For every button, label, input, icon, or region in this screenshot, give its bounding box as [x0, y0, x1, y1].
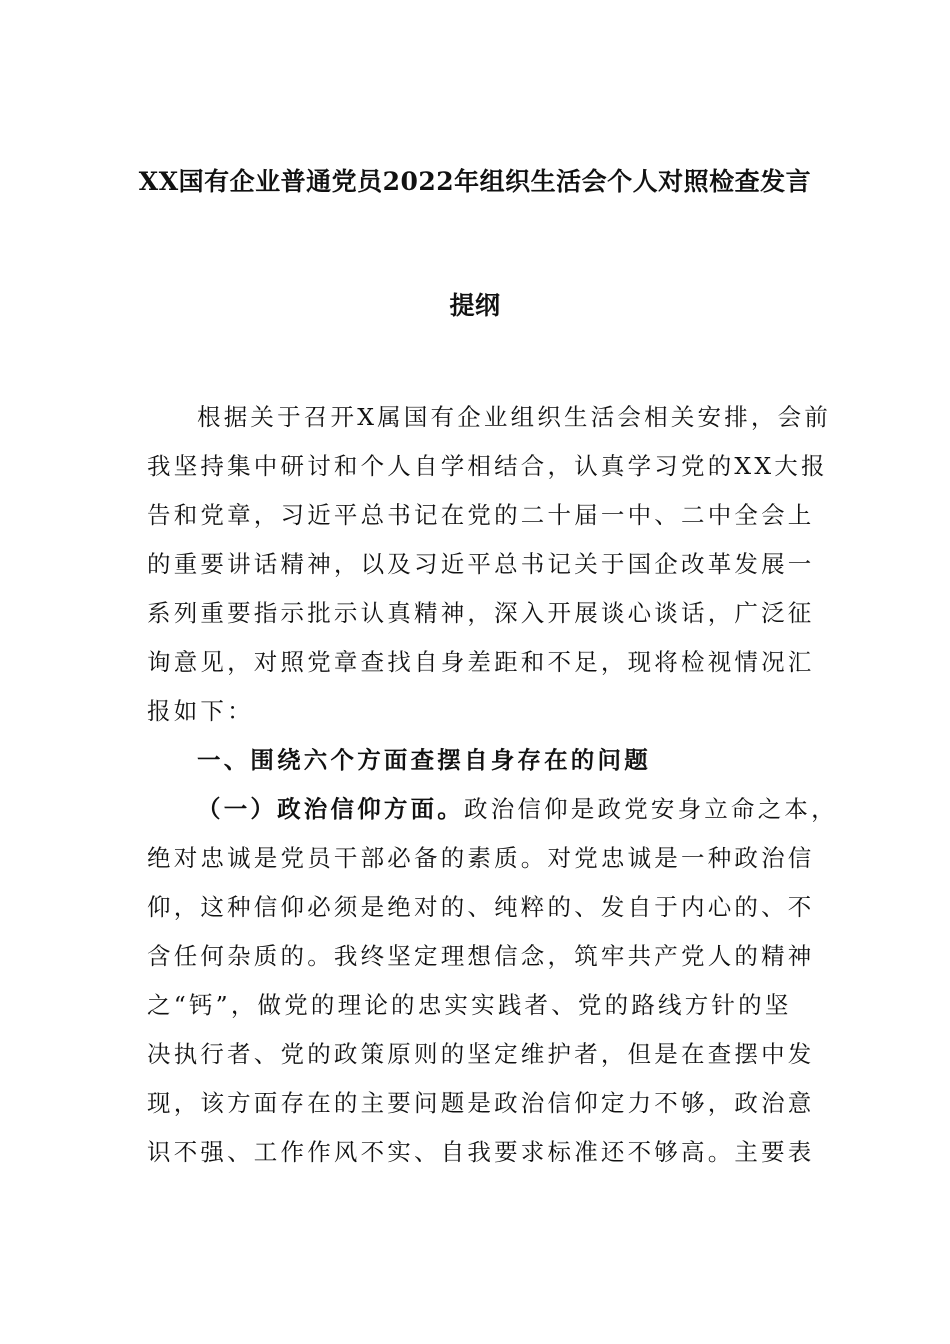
document-title-line-2: 提纲 [449, 291, 501, 320]
subsection-line: 决执行者、党的政策原则的坚定维护者，但是在查摆中发 [147, 1040, 815, 1068]
intro-line: 我坚持集中研讨和个人自学相结合，认真学习党的XX大报 [147, 452, 828, 480]
subsection-line: 绝对忠诚是党员干部必备的素质。对党忠诚是一种政治信 [147, 844, 815, 872]
subsection-heading: （一）政治信仰方面。 [197, 795, 464, 823]
subsection-line: 识不强、工作作风不实、自我要求标准还不够高。主要表 [147, 1138, 815, 1166]
subsection-first-line-text: 政治信仰是政党安身立命之本， [464, 795, 838, 823]
intro-line: 的重要讲话精神，以及习近平总书记关于国企改革发展一 [147, 550, 815, 578]
intro-line: 系列重要指示批示认真精神，深入开展谈心谈话，广泛征 [147, 599, 815, 627]
subsection-line: 之“钙”，做党的理论的忠实实践者、党的路线方针的坚 [147, 991, 792, 1019]
section-heading: 一、围绕六个方面查摆自身存在的问题 [197, 746, 651, 774]
intro-line: 报如下： [147, 697, 254, 725]
document-title-line-1: XX国有企业普通党员2022年组织生活会个人对照检查发言 [138, 167, 812, 196]
intro-line: 根据关于召开X属国有企业组织生活会相关安排，会前 [197, 403, 832, 431]
subsection-line: 仰，这种信仰必须是绝对的、纯粹的、发自于内心的、不 [147, 893, 815, 921]
subsection-first-line [147, 785, 838, 834]
subsection-line: 现，该方面存在的主要问题是政治信仰定力不够，政治意 [147, 1089, 815, 1117]
document-body [147, 393, 838, 1177]
subsection-line: 含任何杂质的。我终坚定理想信念，筑牢共产党人的精神 [147, 942, 815, 970]
intro-line: 告和党章，习近平总书记在党的二十届一中、二中全会上 [147, 501, 815, 529]
intro-line: 询意见，对照党章查找自身差距和不足，现将检视情况汇 [147, 648, 815, 676]
